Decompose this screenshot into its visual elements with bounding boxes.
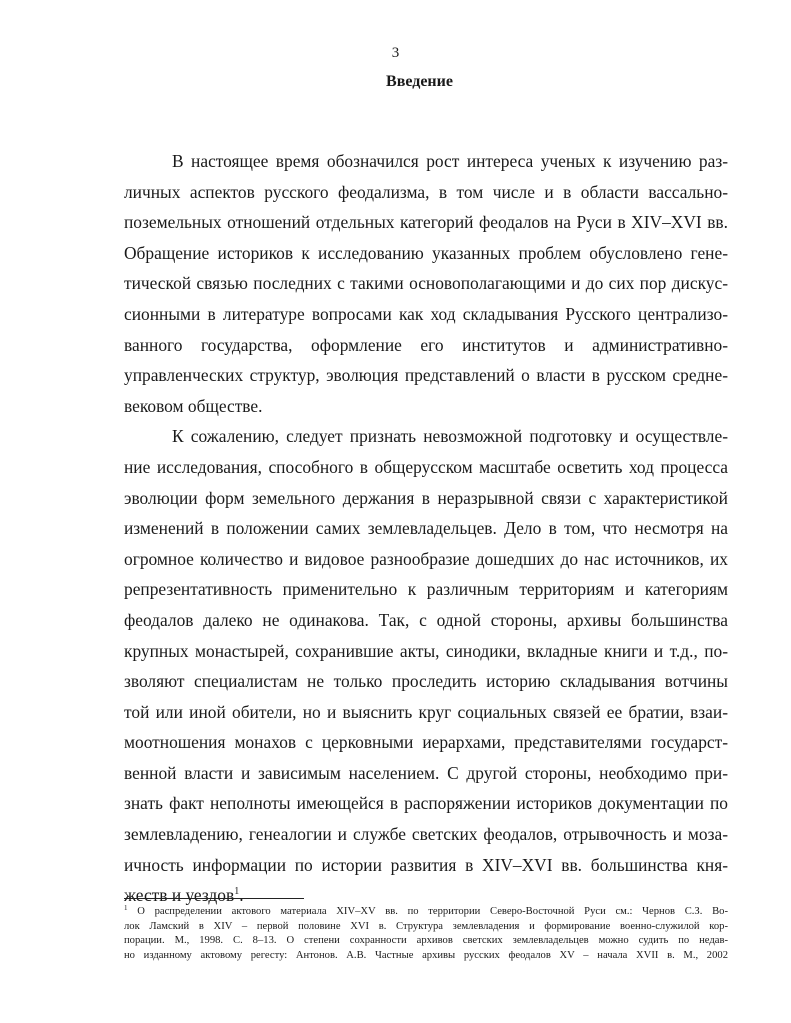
text-line: той или иной обители, но и выяснить круг социальных связей ее братии, взаи- xyxy=(124,701,728,722)
footnote-line: но изданному актовому регесту: Антонов. А.В. Частные архивы русских феодалов XV – начала XVII в. М., 2002 xyxy=(124,949,728,961)
text-line: ичность информации по истории развития в XIV–XVI вв. большинства кня- xyxy=(124,854,728,875)
text-line: сионными в литературе вопросами как ход складывания Русского централизо- xyxy=(124,303,728,324)
paragraph-1 xyxy=(124,146,728,421)
text-line: изменений в положении самих землевладельцев. Дело в том, что несмотря на xyxy=(124,518,728,539)
body-text xyxy=(124,146,728,911)
footnote-line xyxy=(124,905,728,920)
text-line: зволяют специалистам не только проследить историю складывания вотчины xyxy=(124,671,728,692)
text-line: К сожалению, следует признать невозможной подготовку и осуществле- xyxy=(172,426,728,447)
text-line: поземельных отношений отдельных категорий феодалов на Руси в XIV–XVI вв. xyxy=(124,212,728,233)
paragraph-2 xyxy=(124,421,728,911)
footnote-line: лок Ламский в XIV – первой половине XVI в. Структура землевладения и формирование военно-служилой кор- xyxy=(124,920,728,932)
text-line: ние исследования, способного в общерусском масштабе осветить ход процесса xyxy=(124,456,728,477)
text-line-end: жеств и уездов xyxy=(124,885,235,906)
text-line: тической связью последних с такими основополагающими и до сих пор дискус- xyxy=(124,273,728,294)
footnote-1 xyxy=(124,905,728,963)
text-line: вековом обществе. xyxy=(124,395,263,416)
text-line: Обращение историков к исследованию указанных проблем обусловлено гене- xyxy=(124,242,728,263)
footnote-separator xyxy=(124,898,304,899)
text-line: феодалов далеко не одинакова. Так, с одной стороны, архивы большинства xyxy=(124,609,728,630)
text-line: репрезентативность применительно к различным территориям и категориям xyxy=(124,579,728,600)
footnote-reference[interactable]: 1 xyxy=(234,886,240,898)
text-line: венной власти и зависимым населением. С другой стороны, необходимо при- xyxy=(124,762,728,783)
text-line: управленческих структур, эволюция представлений о власти в русском средне- xyxy=(124,365,728,386)
text-line: крупных монастырей, сохранившие акты, синодики, вкладные книги и т.д., по- xyxy=(124,640,728,661)
footnote-marker: 1 xyxy=(124,904,128,912)
page-number: 3 xyxy=(391,45,400,61)
text-line: личных аспектов русского феодализма, в том числе и в области вассально- xyxy=(124,181,728,202)
text-line: В настоящее время обозначился рост интереса ученых к изучению раз- xyxy=(172,151,728,171)
footnote-line: порации. М., 1998. С. 8–13. О степени сохранности архивов светских землевладельцев можно судить по недав- xyxy=(124,935,728,946)
text-line: землевладению, генеалогии и службе светских феодалов, отрывочность и моза- xyxy=(124,824,728,845)
text-line: огромное количество и видовое разнообразие дошедших до нас источников, их xyxy=(124,548,728,569)
text-line: моотношения монахов с церковными иерархами, представителями государст- xyxy=(124,732,728,753)
text-line: знать факт неполноты имеющейся в распоряжении историков документации по xyxy=(124,793,728,814)
section-heading: Введение xyxy=(386,73,453,90)
period: . xyxy=(239,885,244,906)
footnote-text: О распределении актового материала XIV–XV вв. по территории Северо-Восточной Руси см.: Чернов С.З. Во- xyxy=(137,906,728,917)
text-line: эволюции форм земельного держания в неразрывной связи с характеристикой xyxy=(124,487,728,508)
text-line: ванного государства, оформление его институтов и административно- xyxy=(124,334,728,355)
